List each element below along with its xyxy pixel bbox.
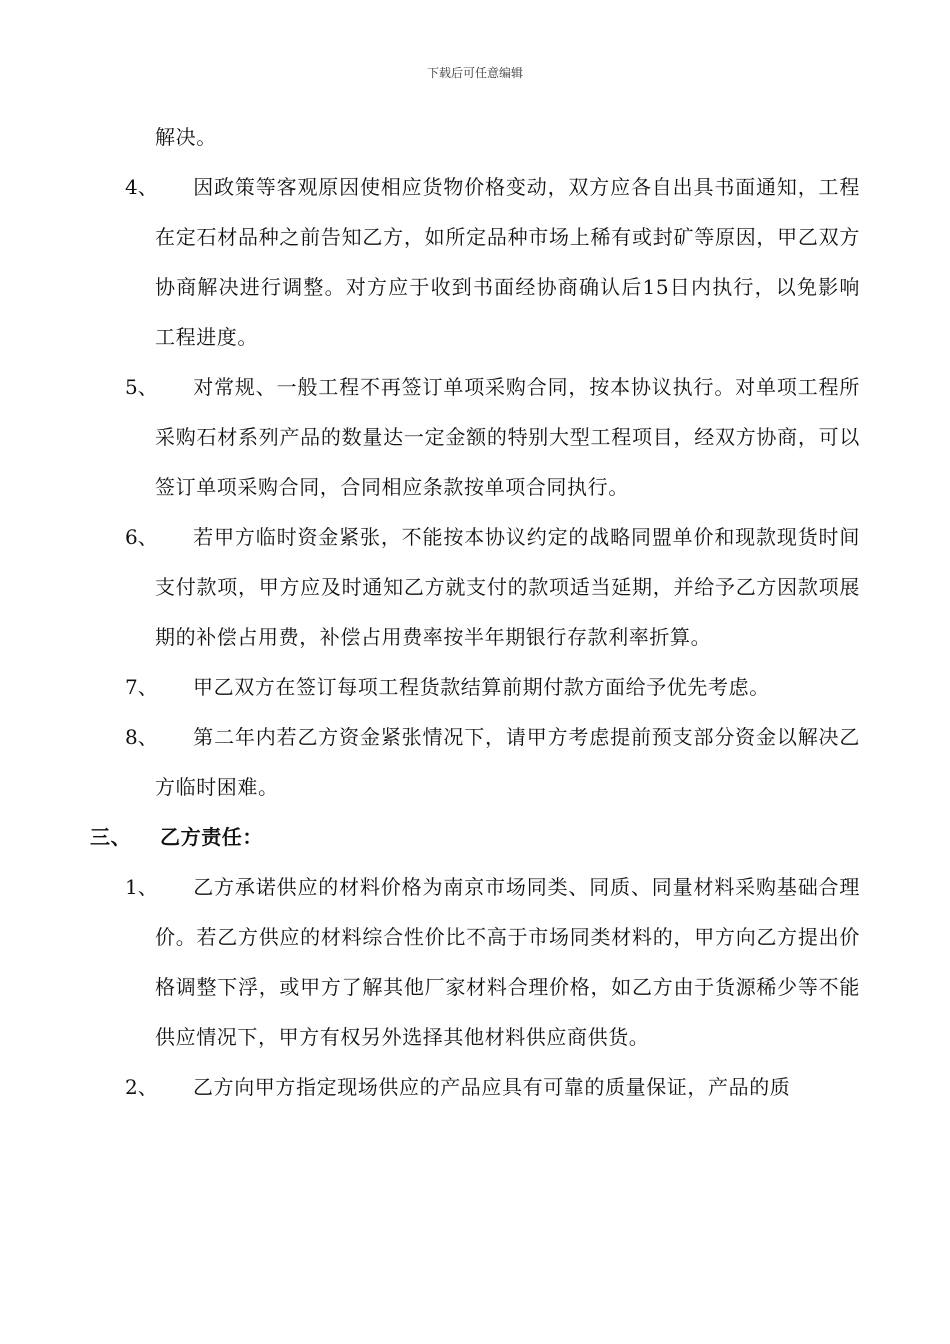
section-number: 三、 (90, 825, 132, 849)
clause-item-2 (0, 1062, 860, 1112)
continuation-text: 解决。 (155, 125, 217, 149)
clause-text: 第二年内若乙方资金紧张情况下，请甲方考虑提前预支部分资金以解决乙方临时困难。 (155, 725, 860, 799)
clause-number: 5、 (125, 375, 158, 399)
clause-item-4 (0, 162, 860, 362)
clause-text: 乙方向甲方指定现场供应的产品应具有可靠的质量保证，产品的质 (193, 1075, 791, 1099)
clause-text: 甲乙双方在签订每项工程货款结算前期付款方面给予优先考虑。 (193, 675, 770, 699)
section-heading-3 (0, 812, 950, 862)
clause-text: 乙方承诺供应的材料价格为南京市场同类、同质、同量材料采购基础合理价。若乙方供应的材料综合性价比不高于市场同类材料的，甲方向乙方提出价格调整下浮，或甲方了解其他厂家材料合理价格，如乙方由于货源稀少等不能供应情况下，甲方有权另外选择其他材料供应商供货。 (155, 875, 860, 1049)
clause-item-8 (0, 712, 860, 812)
page-header-note: 下载后可任意编辑 (426, 66, 523, 80)
clause-number: 4、 (125, 175, 158, 199)
document-body (0, 112, 950, 1112)
clause-number: 8、 (125, 725, 158, 749)
section-title: 乙方责任： (160, 825, 263, 849)
clause-item-7 (0, 662, 860, 712)
clause-text: 对常规、一般工程不再签订单项采购合同，按本协议执行。对单项工程所采购石材系列产品的数量达一定金额的特别大型工程项目，经双方协商，可以签订单项采购合同，合同相应条款按单项合同执行。 (155, 375, 860, 499)
clause-number: 6、 (125, 525, 158, 549)
clause-number: 2、 (125, 1075, 158, 1099)
clause-number: 7、 (125, 675, 158, 699)
clause-number: 1、 (125, 875, 158, 899)
clause-text: 因政策等客观原因使相应货物价格变动，双方应各自出具书面通知，工程在定石材品种之前告知乙方，如所定品种市场上稀有或封矿等原因，甲乙双方协商解决进行调整。对方应于收到书面经协商确认后15日内执行，以免影响工程进度。 (155, 175, 860, 349)
clause-item-1 (0, 862, 860, 1062)
clause-text: 若甲方临时资金紧张，不能按本协议约定的战略同盟单价和现款现货时间支付款项，甲方应及时通知乙方就支付的款项适当延期，并给予乙方因款项展期的补偿占用费，补偿占用费率按半年期银行存款利率折算。 (155, 525, 860, 649)
clause-item-6 (0, 512, 860, 662)
clause-item-5 (0, 362, 860, 512)
